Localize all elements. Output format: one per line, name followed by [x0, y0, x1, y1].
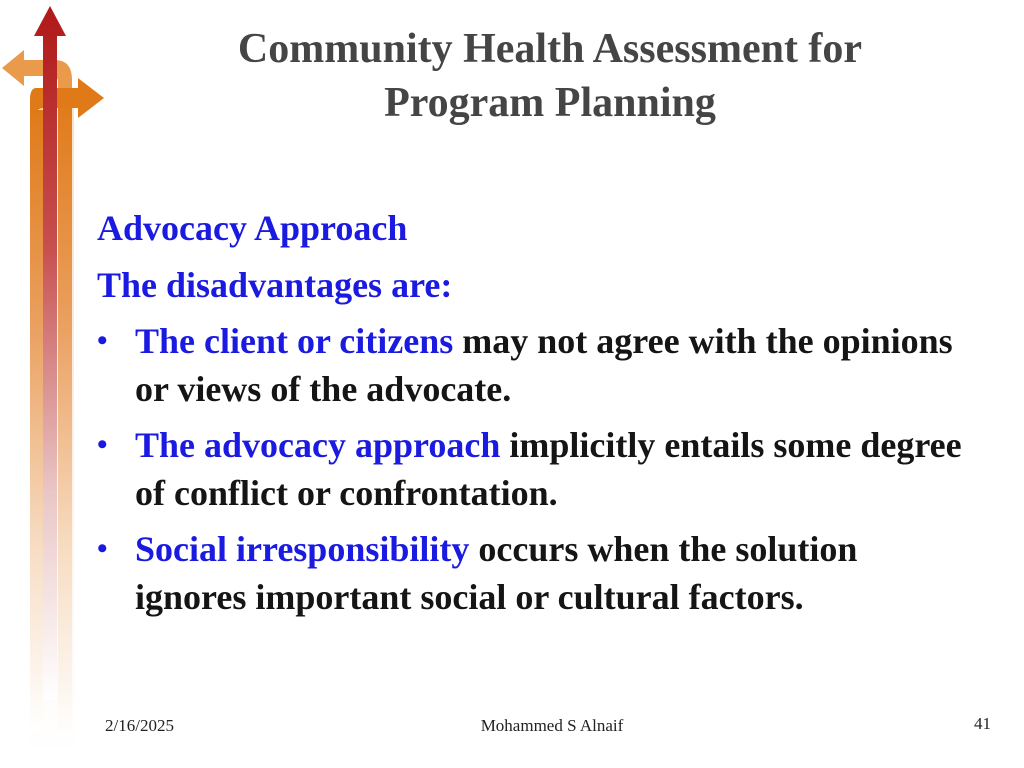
bullet-text: implicitly entails some degree of conflict or confrontation. [135, 425, 962, 513]
bullet-text: occurs when the solution ignores important social or cultural factors. [135, 529, 858, 617]
page-number: 41 [974, 714, 991, 733]
bullet-text: may not agree with the opinions or views of the advocate. [135, 321, 953, 409]
bullet-marker-icon: • [97, 428, 108, 461]
bullet-item [97, 421, 977, 517]
subheading: The disadvantages are: [97, 265, 453, 305]
bullet-highlight: The client or citizens [135, 321, 454, 361]
title-line-1: Community Health Assessment for [237, 26, 863, 72]
title-line-2: Program Planning [384, 80, 716, 126]
bullet-highlight: Social irresponsibility [135, 529, 470, 569]
page-title [150, 22, 950, 130]
footer-author: Mohammed S Alnaif [480, 716, 624, 735]
bullet-highlight: The advocacy approach [135, 425, 501, 465]
slide-body [97, 203, 977, 629]
bullet-marker-icon: • [97, 324, 108, 357]
section-heading: Advocacy Approach [97, 208, 408, 248]
bullet-list [97, 317, 977, 621]
bullet-item [97, 317, 977, 413]
bullet-item [97, 525, 977, 621]
arrows-decoration-icon [0, 0, 110, 768]
bullet-marker-icon: • [97, 532, 108, 565]
footer-date: 2/16/2025 [105, 716, 174, 735]
